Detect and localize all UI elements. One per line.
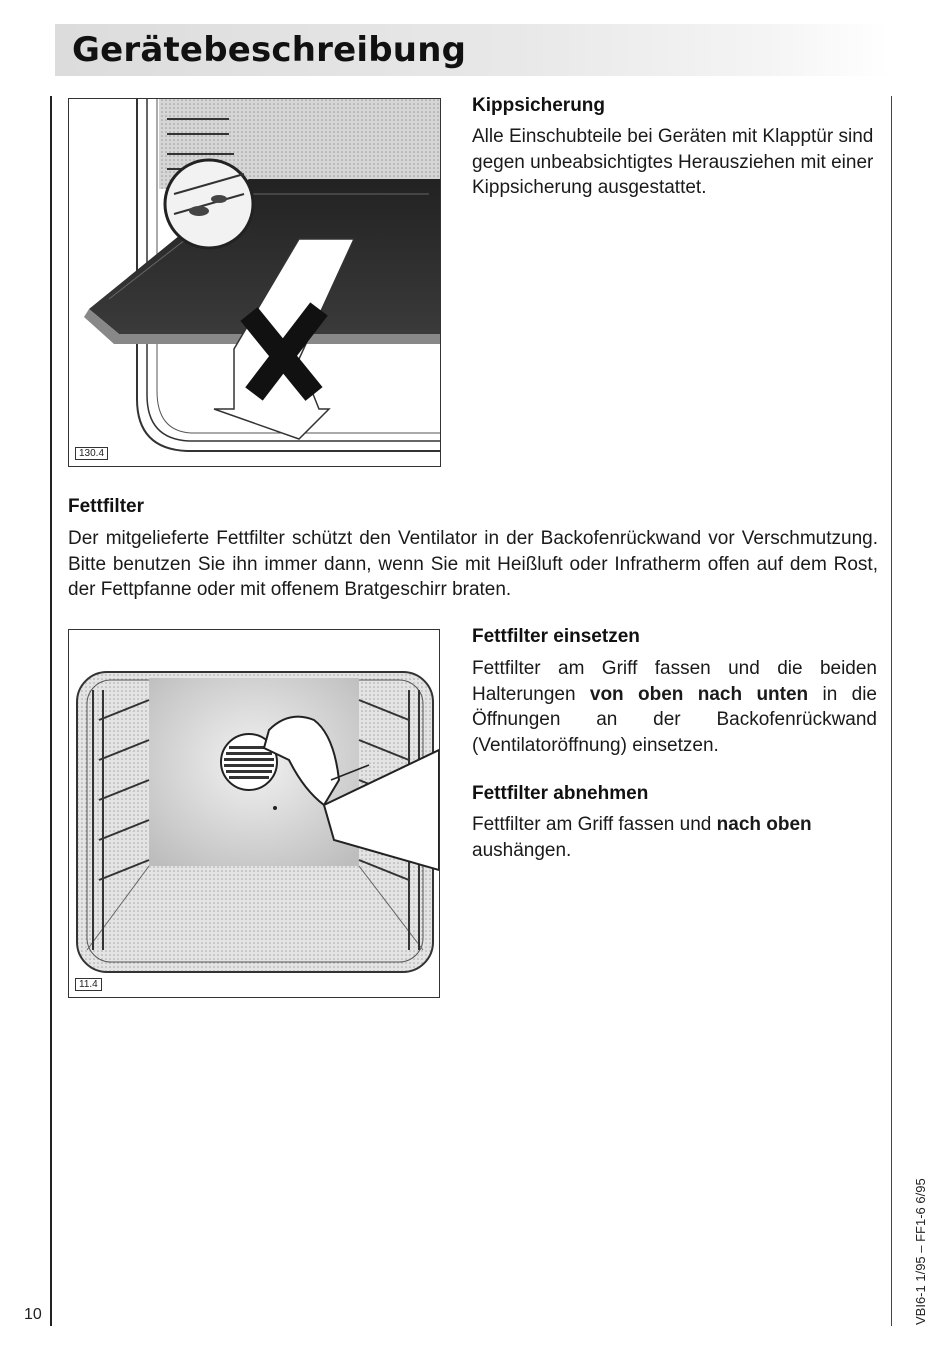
text-emphasis: von oben nach unten xyxy=(589,683,809,705)
text-fettfilter-abnehmen xyxy=(472,812,877,863)
heading-fettfilter-abnehmen: Fettfilter abnehmen xyxy=(472,783,649,804)
text-part: aushängen. xyxy=(472,839,572,861)
figure-fettfilter xyxy=(68,629,440,998)
text-part: Fettfilter am Griff fassen und die beiden Halterungen xyxy=(472,658,877,705)
text-part: in die Öffnungen an der Backofenrückwand (Ventilatoröffnung) einsetzen. xyxy=(472,683,878,756)
oven-tilt-illustration xyxy=(69,99,440,466)
document-code: VBI6-1 1/95 – FF1-6 6/95 xyxy=(913,1178,928,1325)
right-margin-rule xyxy=(891,96,892,1326)
figure-label-11-4: 11.4 xyxy=(75,978,102,991)
figure-kippsicherung xyxy=(68,98,441,467)
text-emphasis: nach oben xyxy=(716,814,812,835)
text-part: Fettfilter am Griff fassen und xyxy=(472,814,717,835)
left-margin-rule xyxy=(50,96,52,1326)
heading-fettfilter-einsetzen: Fettfilter einsetzen xyxy=(472,626,640,647)
heading-kippsicherung: Kippsicherung xyxy=(472,95,606,116)
text-kippsicherung: Alle Einschubteile bei Geräten mit Klapptür sind gegen unbeabsichtigtes Herausziehen mit einer Kippsicherung ausgestattet. xyxy=(472,126,874,198)
oven-filter-illustration xyxy=(69,630,439,997)
page-title: Gerätebeschreibung xyxy=(72,30,467,70)
figure-label-130-4: 130.4 xyxy=(75,447,108,460)
text-fettfilter-einsetzen xyxy=(472,656,877,758)
page-number: 10 xyxy=(24,1306,42,1323)
text-fettfilter: Der mitgelieferte Fettfilter schützt den Ventilator in der Backofenrückwand vor Verschmutzung. Bitte benutzen Sie ihn immer dann, wenn Sie mit Heißluft oder Infratherm offen auf dem Rost, der Fettpfanne oder mit offenem Bratgeschirr braten. xyxy=(68,528,878,600)
heading-fettfilter: Fettfilter xyxy=(68,496,144,517)
